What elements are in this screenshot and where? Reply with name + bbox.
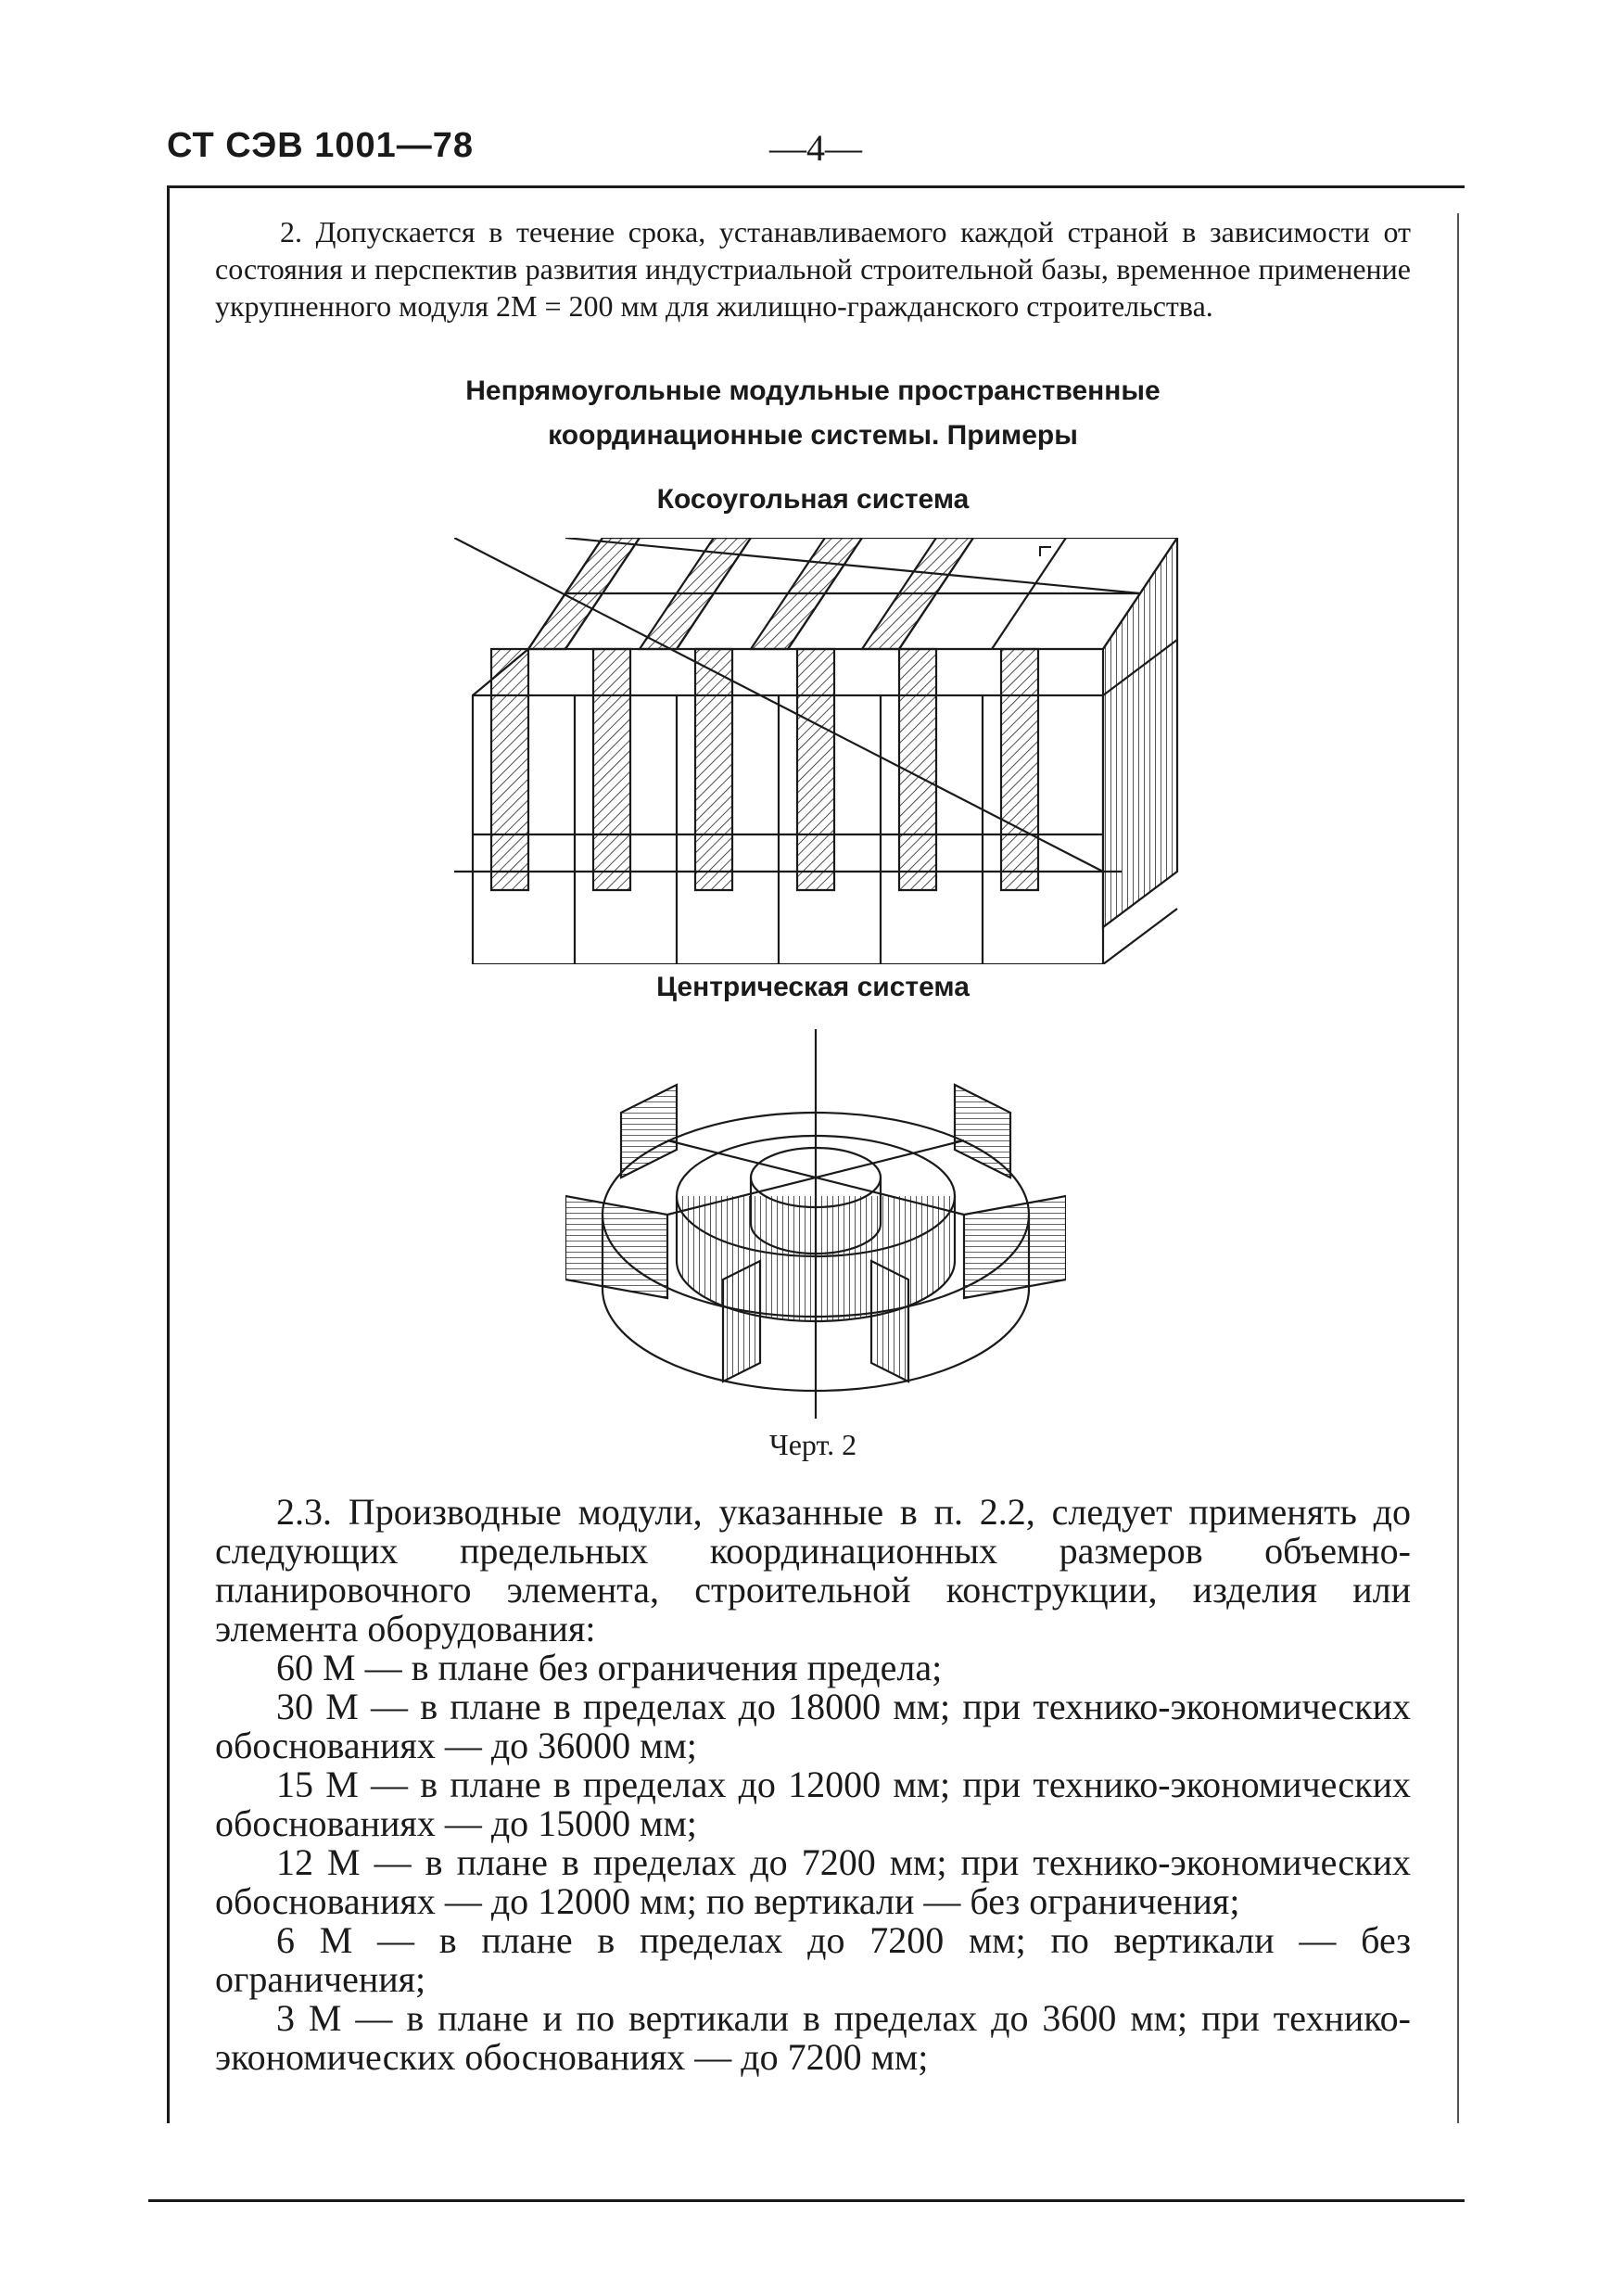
- list-item-15m: 15 M — в плане в пределах до 12000 мм; при технико-экономических обоснованиях — до 15000 мм;: [215, 1764, 1411, 1844]
- frame-left-rule: [167, 185, 170, 2123]
- oblique-system-title: Косоугольная система: [656, 484, 970, 515]
- oblique-system-diagram: [454, 538, 1186, 964]
- figure-title-line2: координационные системы. Примеры: [548, 420, 1078, 451]
- central-system-title: Центрическая система: [656, 972, 970, 1002]
- intro-paragraph: 2. Допускается в течение срока, устанавливаемого каждой страной в зависимости от состояния и перспектив развития индустриальной строительной базы, временное применение укрупненного модуля 2M = 200 мм для жилищно-гражданского строительства.: [215, 215, 1411, 323]
- frame-right-rule: [1457, 213, 1459, 2123]
- list-item-6m: 6 M — в плане в пределах до 7200 мм; по вертикали — без ограничения;: [215, 1919, 1411, 2000]
- list-item-30m: 30 M — в плане в пределах до 18000 мм; при технико-экономических обоснованиях — до 36000 мм;: [215, 1686, 1411, 1766]
- frame-bottom-rule: [148, 2199, 1465, 2202]
- document-code: СТ СЭВ 1001—78: [167, 126, 475, 165]
- list-item-60m: 60 M — в плане без ограничения предела;: [276, 1647, 943, 1688]
- figure-caption: Черт. 2: [768, 1428, 857, 1461]
- body-text: [215, 1493, 1411, 2077]
- page-number: —4—: [769, 127, 862, 169]
- list-item-12m: 12 M — в плане в пределах до 7200 мм; при технико-экономических обоснованиях — до 12000 мм; по вертикали — без ограничения;: [215, 1841, 1411, 1922]
- paragraph-2-3: 2.3. Производные модули, указанные в п. 2.2, следует применять до следующих предельных координационных размеров объемно-планировочного элемента, строительной конструкции, изделия или элемента оборудования:: [215, 1491, 1411, 1649]
- list-item-3m: 3 M — в плане и по вертикали в пределах до 3600 мм; при технико-экономических обоснованиях — до 7200 мм;: [215, 1997, 1411, 2078]
- figure-title-line1: Непрямоугольные модульные пространственные: [465, 376, 1161, 406]
- frame-top-rule: [167, 185, 1465, 188]
- central-system-diagram: [565, 1029, 1066, 1419]
